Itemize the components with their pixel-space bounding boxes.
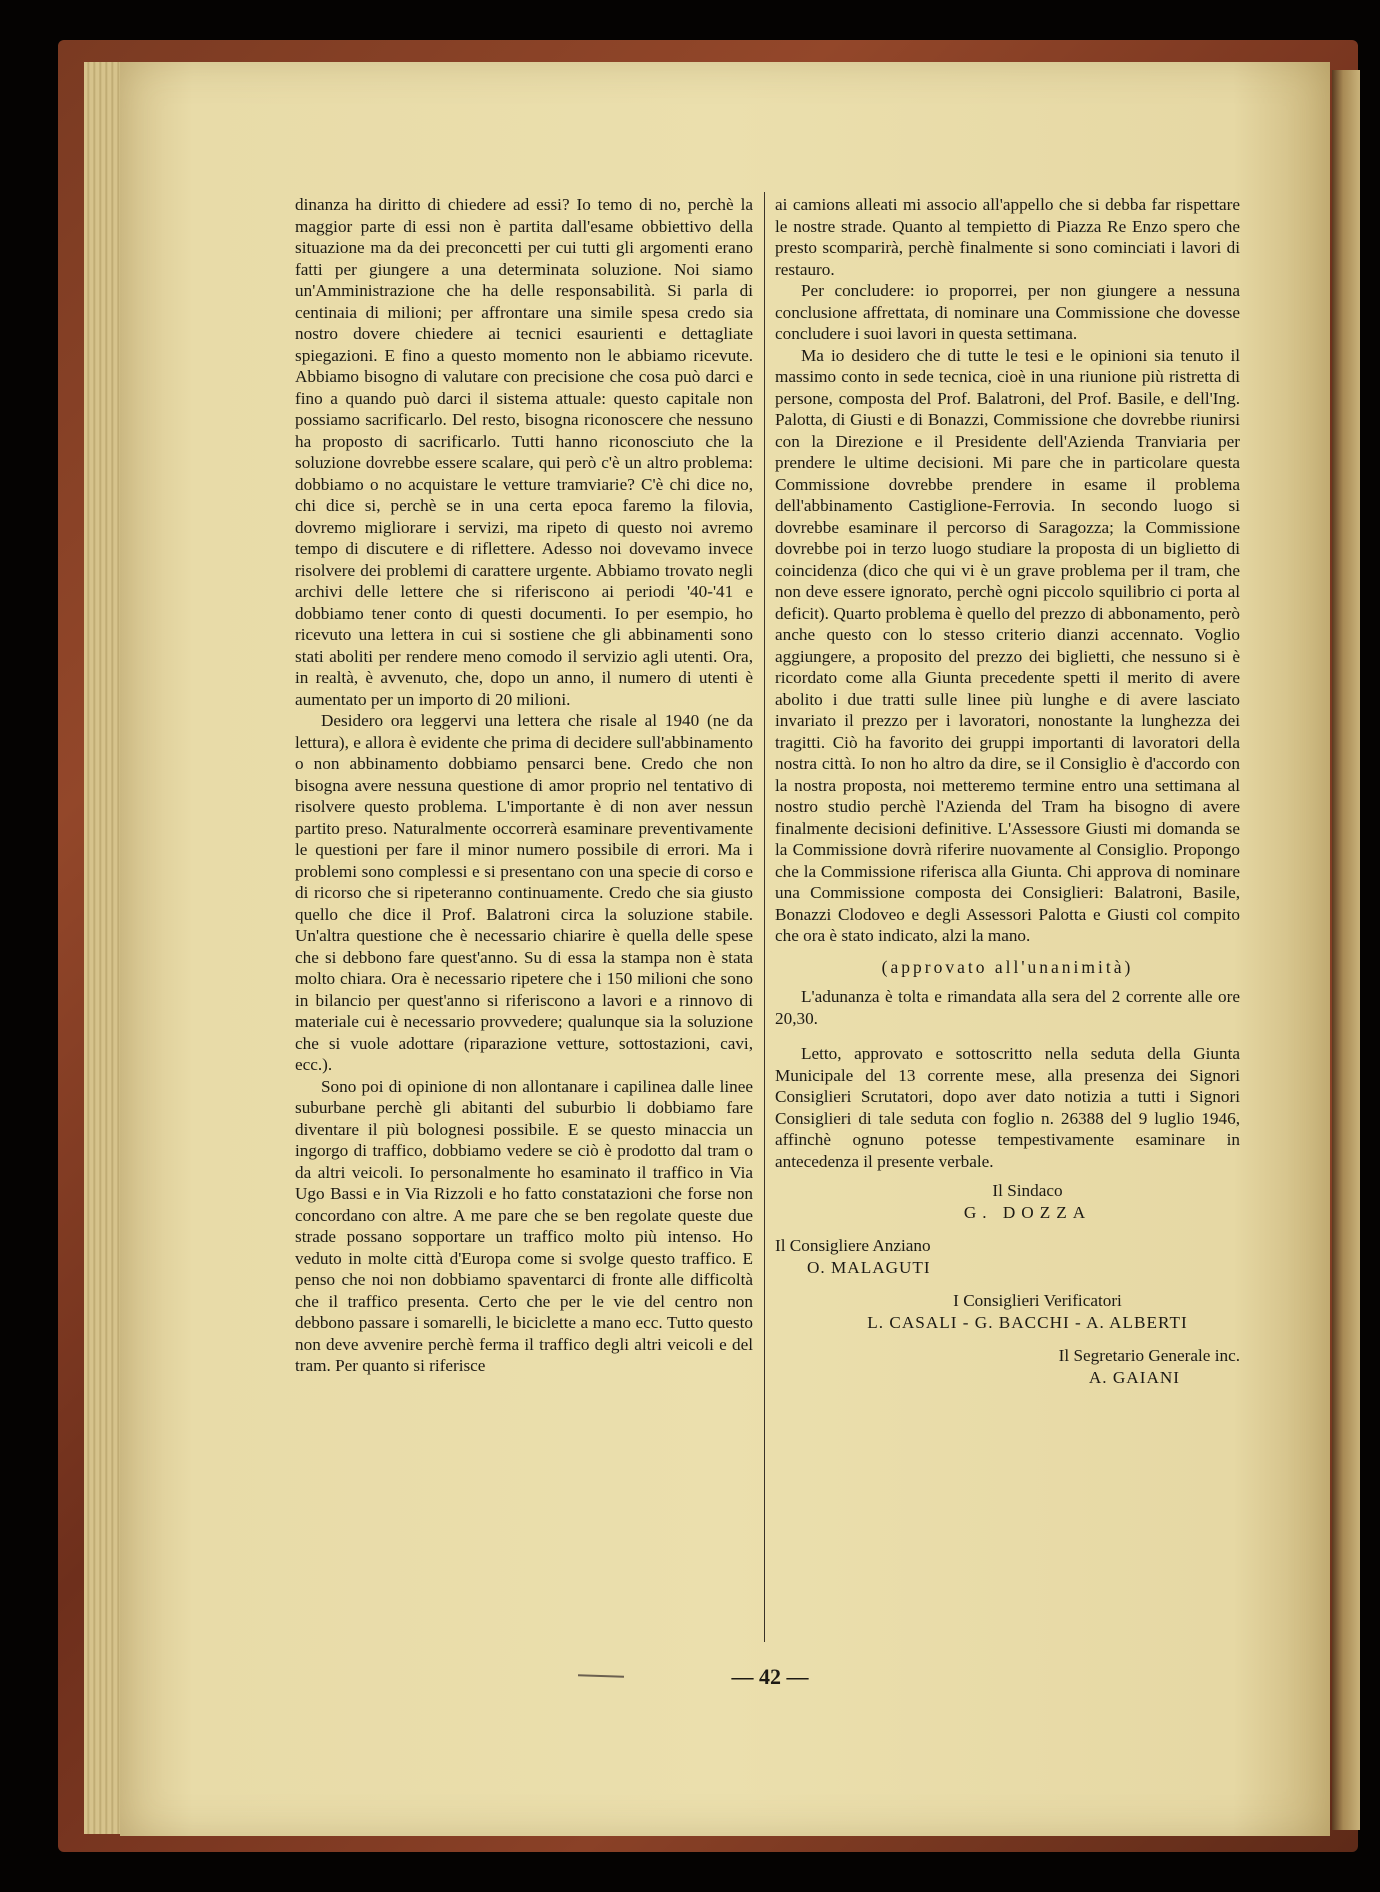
paragraph: Desidero ora leggervi una lettera che risale al 1940 (ne da lettura), e allora è evidente che prima di decidere sull'abbinamento o non abbinamento dobbiamo pensarci bene. Credo che non bisogna avere nessuna questione di amor proprio nel tentativo di risolvere questo problema. L'importante è di non aver nessun partito preso. Naturalmente occorrerà esaminare preventivamente le questioni per fare il minor numero possibile di errori. Ma i problemi sono complessi e si presentano con una specie di corso e di ricorso che si ripeteranno continuamente. Credo che sia giusto quello che dice il Prof. Balatroni circa la soluzione stabile. Un'altra questione che è necessario chiarire è quella delle spese che si debbono fare quest'anno. Su di essa la stampa non è stata molto chiara. Ora è necessario ripetere che i 150 milioni che sono in bilancio per quest'anno si riferiscono a lavori e a rinnovo di materiale cui è necessario provvedere; qualunque sia la soluzione che si vuole adottare (riparazione vetture, sottostazioni, cavi, ecc.). [295, 711, 753, 1074]
anziano-title: Il Consigliere Anziano [775, 1236, 931, 1255]
paragraph: dinanza ha diritto di chiedere ad essi? Io temo di no, perchè la maggior parte di essi non è partita dall'esame obbiettivo della situazione ma da dei preconcetti per cui tutti gli argomenti erano fatti per giungere a una determinata soluzione. Noi siamo un'Amministrazione che ha delle responsabilità. Si parla di centinaia di milioni; per affrontare una simile spesa credo sia nostro dovere chiedere ai tecnici esaurienti e dettagliate spiegazioni. E fino a questo momento non le abbiamo ricevute. Abbiamo bisogno di valutare con precisione che cosa può darci e fino a quando può darci il sistema attuale: questo capitale non possiamo sacrificarlo. Del resto, bisogna riconoscere che nessuno ha proposto di sacrificarlo. Tutti hanno riconosciuto che la soluzione dovrebbe essere scalare, qui però c'è un altro problema: dobbiamo o no acquistare le vetture tramviarie? C'è chi dice no, chi dice si, perchè se in una certa epoca faremo la filovia, dovremo migliorare i servizi, ma ripeto di questo noi avremo tempo di discutere e di riflettere. Adesso noi dovevamo invece risolvere dei problemi di carattere urgente. Abbiamo trovato negli archivi delle lettere che si riferiscono ai periodi '40-'41 e dobbiamo tener conto di questi documenti. Io per esempio, ho ricevuto una lettera in cui si sostiene che gli abbinamenti sono stati aboliti per rendere meno comodo il servizio agli utenti. Ora, in realtà, è avvenuto, che, dopo un anno, il numero di utenti è aumentato per un importo di 20 milioni. [295, 195, 753, 709]
verificatori-title: I Consiglieri Verificatori [953, 1291, 1122, 1310]
anziano-name: O. MALAGUTI [807, 1257, 931, 1277]
adjournment: L'adunanza è tolta e rimandata alla sera del 2 corrente alle ore 20,30. [775, 987, 1240, 1028]
column-divider [764, 192, 765, 1642]
minutes-note: Letto, approvato e sottoscritto nella seduta della Giunta Municipale del 13 corrente mese, alla presenza dei Signori Consiglieri Scrutatori, dopo aver dato notizia a tutti i Signori Consiglieri di tale seduta con foglio n. 26388 del 9 luglio 1946, affinchè ognuno potesse tempestivamente esaminare in antecedenza il presente verbale. [775, 1044, 1240, 1171]
sindaco-name: G. DOZZA [963, 1202, 1092, 1222]
sindaco-title: Il Sindaco [992, 1181, 1063, 1200]
paragraph: Per concludere: io proporrei, per non giungere a nessuna conclusione affrettata, di nominare una Commissione che dovesse concludere i suoi lavori in questa settimana. [775, 281, 1240, 343]
verificatori-names: L. CASALI - G. BACCHI - A. ALBERTI [867, 1312, 1188, 1332]
paragraph: ai camions alleati mi associo all'appello che si debba far rispettare le nostre strade. Quanto al tempietto di Piazza Re Enzo spero che presto scomparirà, perchè finalmente si sono cominciati i lavori di restauro. [775, 195, 1240, 279]
left-column [295, 194, 753, 1377]
next-page-edge [1332, 70, 1360, 1830]
paragraph: Ma io desidero che di tutte le tesi e le opinioni sia tenuto il massimo conto in sede tecnica, cioè in una riunione più ristretta di persone, composta del Prof. Balatroni, del Prof. Basile, e dell'Ing. Palotta, di Giusti e di Bonazzi, Commissione che dovrebbe riunirsi con la Direzione e il Presidente dell'Azienda Tranviaria per prendere le ultime decisioni. Mi pare che in particolare questa Commissione dovrebbe prendere in esame il problema dell'abbinamento Castiglione-Ferrovia. In secondo luogo si dovrebbe esaminare il percorso di Saragozza; la Commissione dovrebbe poi in terzo luogo studiare la proposta di un biglietto di coincidenza (dico che qui vi è un grave problema per il tram, che non deve essere ignorato, perchè ogni piccolo squilibrio ci porta al deficit). Quarto problema è quello del prezzo di abbonamento, però anche questo con lo stesso criterio dianzi accennato. Voglio aggiungere, a proposito del prezzo dei biglietti, che nessuno si è ricordato come alla Giunta precedente spetti il merito di avere abolito i due tratti sulle linee più lunghe e di avere lasciato invariato il prezzo per i lavoratori, nonostante la lunghezza dei tragitti. Ciò ha favorito dei gruppi importanti di lavoratori della nostra città. Io non ho altro da dire, se il Consiglio è d'accordo con la nostra proposta, noi metteremo termine entro una settimana al nostro studio perchè l'Azienda del Tram ha bisogno di avere finalmente decisioni definitive. L'Assessore Giusti mi domanda se la Commissione dovrà riferire nuovamente al Consiglio. Propongo che la Commissione riferisca alla Giunta. Chi approva di nominare una Commissione composta dei Consiglieri: Balatroni, Basile, Bonazzi Clodoveo e degli Assessori Palotta e Giusti col compito che ora è stato indicato, alzi la mano. [775, 345, 1240, 945]
right-column [775, 194, 1240, 1388]
segretario-name: A. GAIANI [1088, 1367, 1180, 1387]
paragraph: Sono poi di opinione di non allontanare i capilinea dalle linee suburbane perchè gli abitanti del suburbio li dobbiamo fare diventare il più bolognesi possibile. E se questo minaccia un ingorgo di traffico, dobbiamo vedere se ciò è prodotto dal tram o da altri veicoli. Io personalmente ho esaminato il traffico in Via Ugo Bassi e in Via Rizzoli e ho fatto constatazioni che forse non concordano con altre. A me pare che se ben regolate queste due strade possano sopportare un traffico molto più intenso. Ho veduto in molte città d'Europa come si svolge questo traffico. E penso che noi non dobbiamo spaventarci di fronte alle difficoltà che il traffico presenta. Certo che per le vie del centro non debbono passare i somarelli, le biciclette a mano ecc. Tutto questo non deve avvenire perchè ferma il traffico degli altri veicoli e del tram. Per quanto si riferisce [295, 1076, 753, 1375]
segretario-title: Il Segretario Generale inc. [1058, 1346, 1240, 1365]
approval-note: (approvato all'unanimità) [881, 956, 1134, 977]
page-number: — 42 — [731, 1664, 809, 1689]
